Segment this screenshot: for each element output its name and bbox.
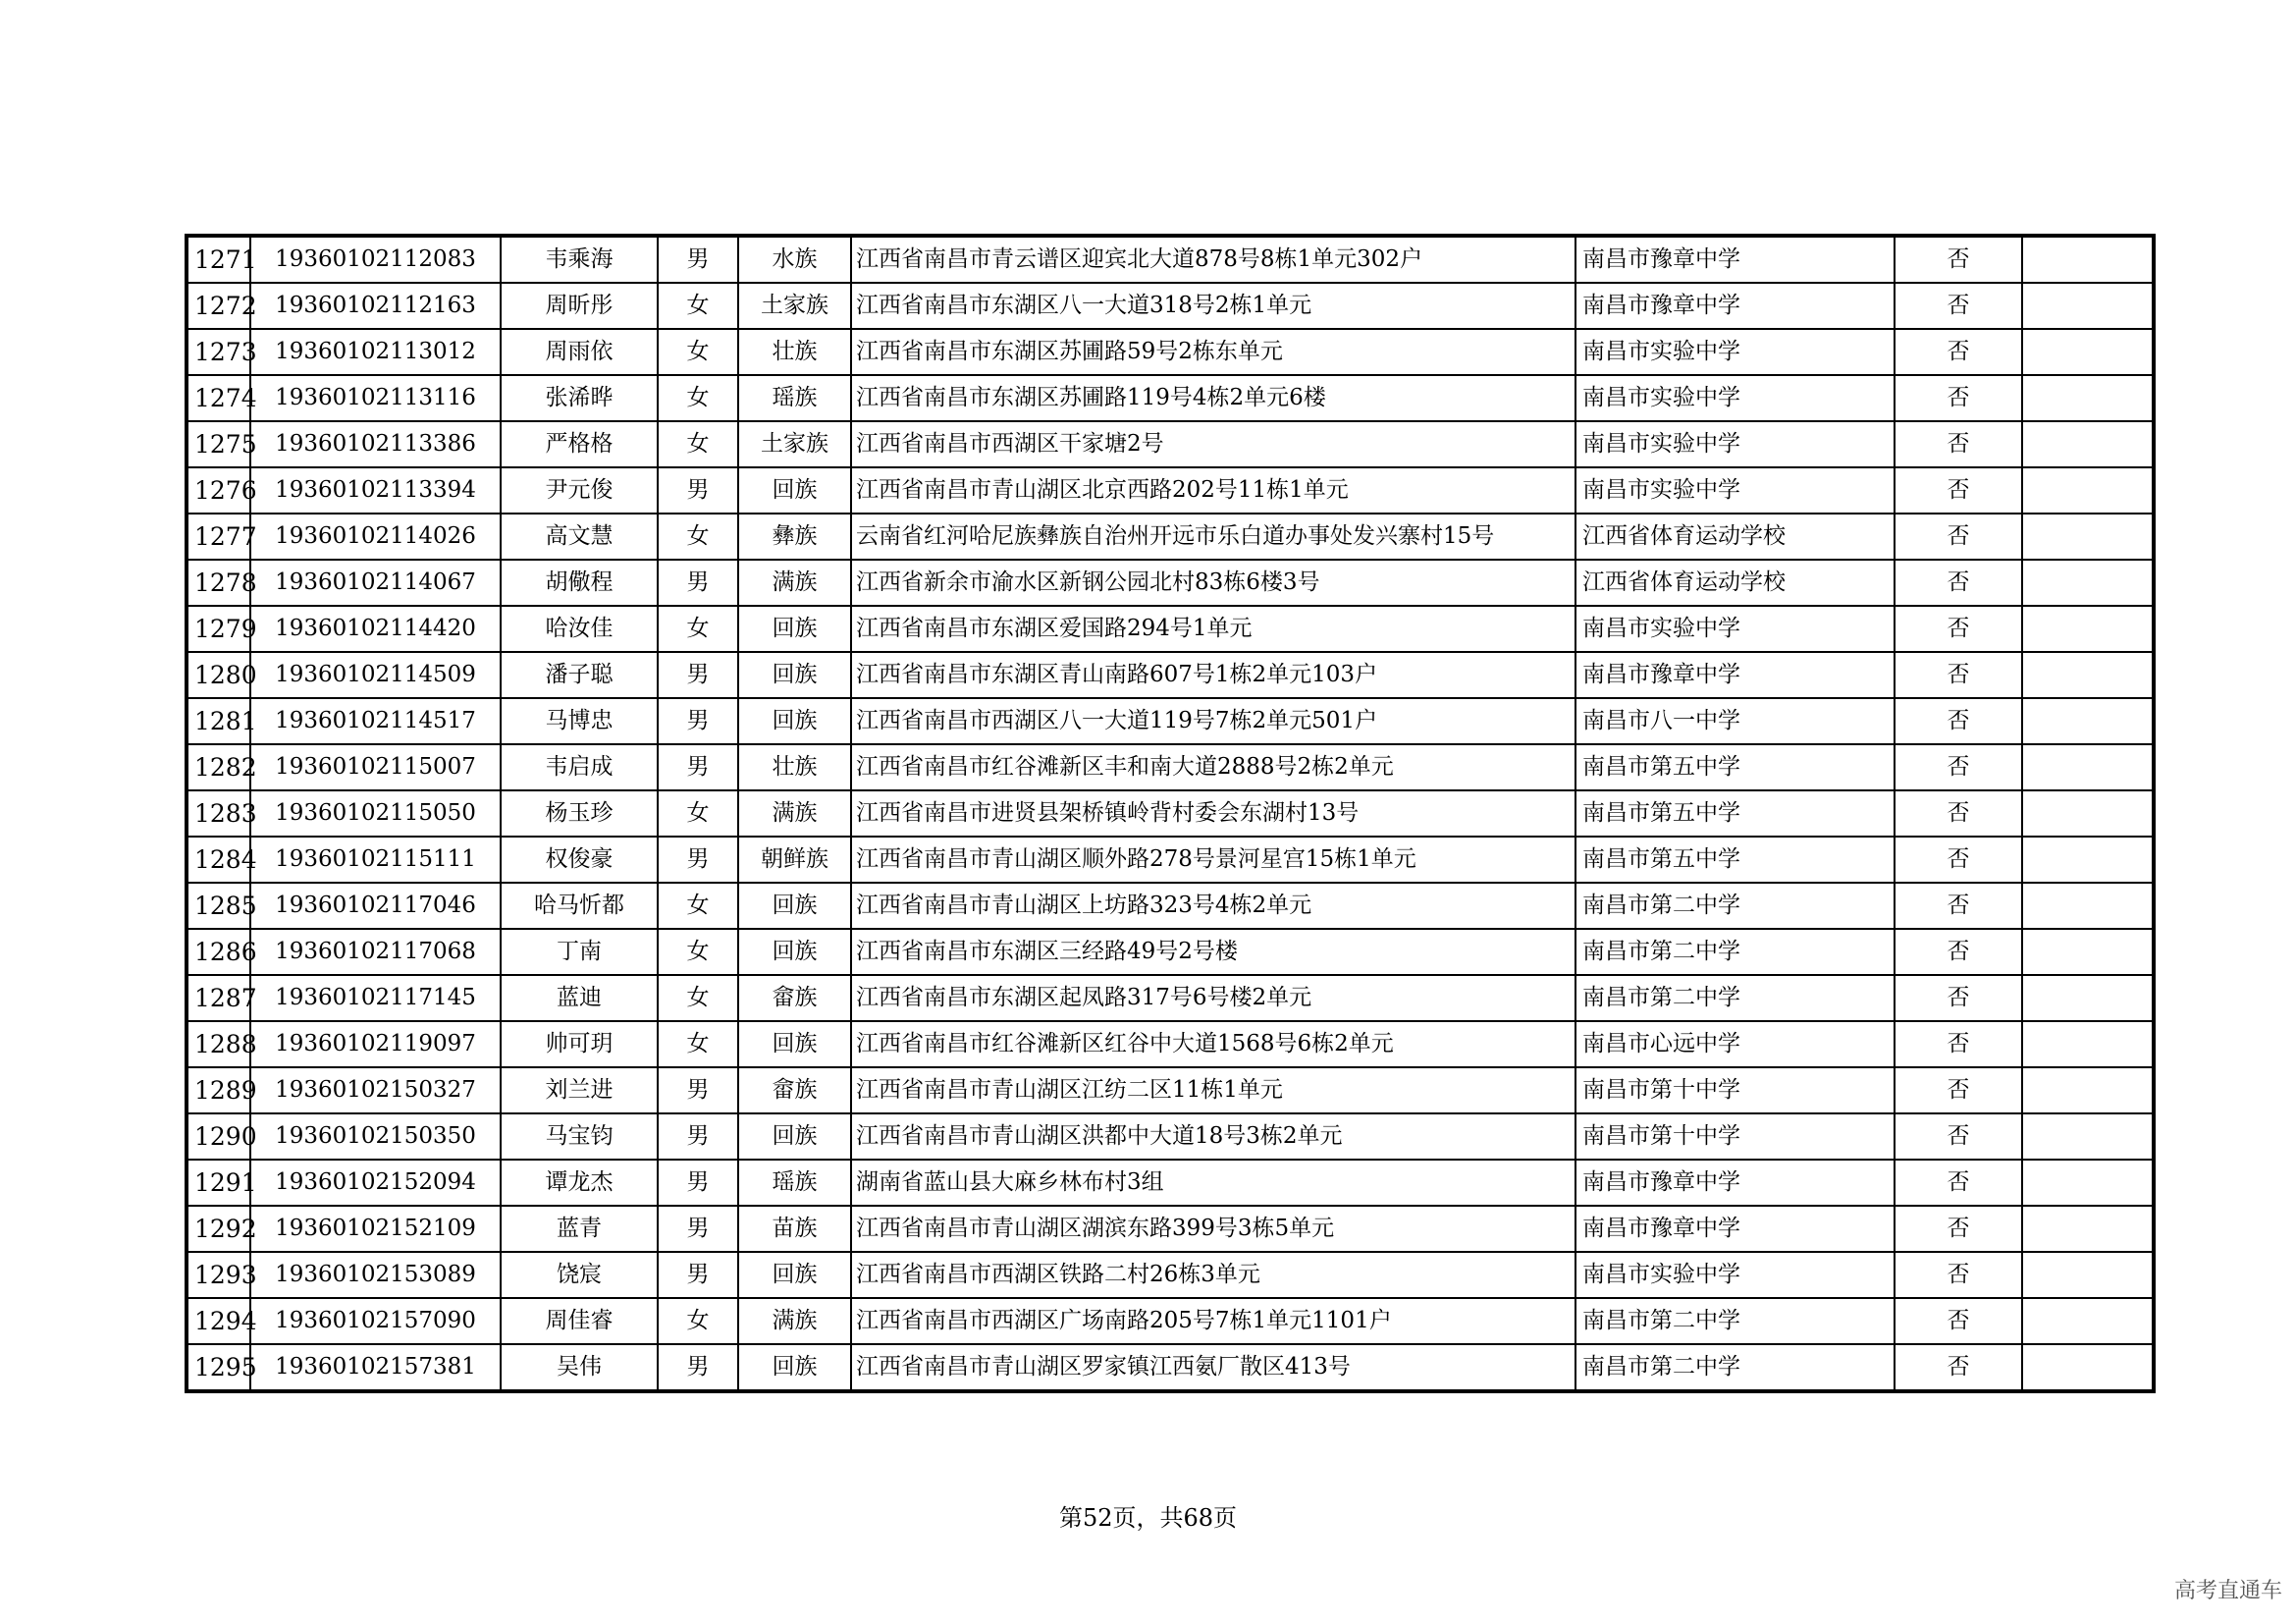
extra-cell bbox=[2022, 652, 2154, 698]
gender-cell: 男 bbox=[658, 837, 738, 883]
extra-cell bbox=[2022, 744, 2154, 790]
school-cell: 南昌市豫章中学 bbox=[1575, 1206, 1895, 1252]
exam-id-cell: 19360102113012 bbox=[250, 329, 501, 375]
flag-cell: 否 bbox=[1895, 1344, 2022, 1391]
exam-id-cell: 19360102157090 bbox=[250, 1298, 501, 1344]
ethnicity-cell: 回族 bbox=[738, 1113, 851, 1160]
flag-cell: 否 bbox=[1895, 1252, 2022, 1298]
address-cell: 江西省南昌市青山湖区上坊路323号4栋2单元 bbox=[851, 883, 1575, 929]
school-cell: 南昌市第二中学 bbox=[1575, 929, 1895, 975]
extra-cell bbox=[2022, 421, 2154, 467]
watermark-text: 高考直通车 bbox=[2173, 1579, 2282, 1603]
flag-cell: 否 bbox=[1895, 744, 2022, 790]
student-name-cell: 哈马忻都 bbox=[501, 883, 658, 929]
exam-id-cell: 19360102113116 bbox=[250, 375, 501, 421]
extra-cell bbox=[2022, 1113, 2154, 1160]
address-cell: 云南省红河哈尼族彝族自治州开远市乐白道办事处发兴寨村15号 bbox=[851, 514, 1575, 560]
row-number-cell: 1275 bbox=[187, 421, 250, 467]
extra-cell bbox=[2022, 975, 2154, 1021]
table-row bbox=[187, 514, 2154, 560]
table-row bbox=[187, 606, 2154, 652]
student-name-cell: 张浠晔 bbox=[501, 375, 658, 421]
table-row bbox=[187, 236, 2154, 283]
extra-cell bbox=[2022, 375, 2154, 421]
exam-id-cell: 19360102114420 bbox=[250, 606, 501, 652]
exam-id-cell: 19360102112163 bbox=[250, 283, 501, 329]
exam-id-cell: 19360102150350 bbox=[250, 1113, 501, 1160]
row-number-cell: 1289 bbox=[187, 1067, 250, 1113]
school-cell: 南昌市第十中学 bbox=[1575, 1113, 1895, 1160]
student-name-cell: 帅可玥 bbox=[501, 1021, 658, 1067]
flag-cell: 否 bbox=[1895, 560, 2022, 606]
exam-id-cell: 19360102114026 bbox=[250, 514, 501, 560]
gender-cell: 男 bbox=[658, 1160, 738, 1206]
table-row bbox=[187, 560, 2154, 606]
ethnicity-cell: 苗族 bbox=[738, 1206, 851, 1252]
school-cell: 南昌市第二中学 bbox=[1575, 1298, 1895, 1344]
row-number-cell: 1288 bbox=[187, 1021, 250, 1067]
ethnicity-cell: 瑶族 bbox=[738, 375, 851, 421]
extra-cell bbox=[2022, 283, 2154, 329]
flag-cell: 否 bbox=[1895, 1021, 2022, 1067]
ethnicity-cell: 回族 bbox=[738, 883, 851, 929]
table-row bbox=[187, 929, 2154, 975]
student-name-cell: 潘子聪 bbox=[501, 652, 658, 698]
extra-cell bbox=[2022, 1298, 2154, 1344]
table-row bbox=[187, 790, 2154, 837]
table-row bbox=[187, 1298, 2154, 1344]
address-cell: 江西省南昌市西湖区广场南路205号7栋1单元1101户 bbox=[851, 1298, 1575, 1344]
gender-cell: 女 bbox=[658, 1298, 738, 1344]
school-cell: 南昌市第五中学 bbox=[1575, 790, 1895, 837]
gender-cell: 男 bbox=[658, 744, 738, 790]
page-number: 第52页，共68页 bbox=[1058, 1504, 1238, 1532]
gender-cell: 女 bbox=[658, 975, 738, 1021]
student-name-cell: 尹元俊 bbox=[501, 467, 658, 514]
ethnicity-cell: 回族 bbox=[738, 929, 851, 975]
address-cell: 江西省南昌市西湖区干家塘2号 bbox=[851, 421, 1575, 467]
row-number-cell: 1286 bbox=[187, 929, 250, 975]
exam-id-cell: 19360102117068 bbox=[250, 929, 501, 975]
student-name-cell: 吴伟 bbox=[501, 1344, 658, 1391]
gender-cell: 男 bbox=[658, 652, 738, 698]
school-cell: 江西省体育运动学校 bbox=[1575, 560, 1895, 606]
table-row bbox=[187, 1113, 2154, 1160]
row-number-cell: 1274 bbox=[187, 375, 250, 421]
ethnicity-cell: 回族 bbox=[738, 698, 851, 744]
extra-cell bbox=[2022, 1160, 2154, 1206]
exam-id-cell: 19360102115111 bbox=[250, 837, 501, 883]
address-cell: 湖南省蓝山县大麻乡林布村3组 bbox=[851, 1160, 1575, 1206]
school-cell: 南昌市豫章中学 bbox=[1575, 1160, 1895, 1206]
ethnicity-cell: 土家族 bbox=[738, 421, 851, 467]
extra-cell bbox=[2022, 929, 2154, 975]
ethnicity-cell: 满族 bbox=[738, 1298, 851, 1344]
gender-cell: 女 bbox=[658, 929, 738, 975]
student-name-cell: 韦乘海 bbox=[501, 236, 658, 283]
flag-cell: 否 bbox=[1895, 421, 2022, 467]
school-cell: 南昌市实验中学 bbox=[1575, 606, 1895, 652]
address-cell: 江西省南昌市青山湖区江纺二区11栋1单元 bbox=[851, 1067, 1575, 1113]
gender-cell: 女 bbox=[658, 883, 738, 929]
address-cell: 江西省南昌市青山湖区罗家镇江西氨厂散区413号 bbox=[851, 1344, 1575, 1391]
gender-cell: 男 bbox=[658, 467, 738, 514]
flag-cell: 否 bbox=[1895, 975, 2022, 1021]
gender-cell: 男 bbox=[658, 1252, 738, 1298]
ethnicity-cell: 彝族 bbox=[738, 514, 851, 560]
address-cell: 江西省南昌市东湖区青山南路607号1栋2单元103户 bbox=[851, 652, 1575, 698]
row-number-cell: 1280 bbox=[187, 652, 250, 698]
student-name-cell: 蓝青 bbox=[501, 1206, 658, 1252]
table-row bbox=[187, 467, 2154, 514]
school-cell: 南昌市第十中学 bbox=[1575, 1067, 1895, 1113]
ethnicity-cell: 回族 bbox=[738, 606, 851, 652]
table-row bbox=[187, 1067, 2154, 1113]
student-name-cell: 丁南 bbox=[501, 929, 658, 975]
table-body bbox=[187, 236, 2154, 1391]
table-row bbox=[187, 283, 2154, 329]
row-number-cell: 1285 bbox=[187, 883, 250, 929]
table-row bbox=[187, 744, 2154, 790]
extra-cell bbox=[2022, 883, 2154, 929]
exam-id-cell: 19360102117046 bbox=[250, 883, 501, 929]
ethnicity-cell: 回族 bbox=[738, 467, 851, 514]
row-number-cell: 1287 bbox=[187, 975, 250, 1021]
extra-cell bbox=[2022, 236, 2154, 283]
address-cell: 江西省新余市渝水区新钢公园北村83栋6楼3号 bbox=[851, 560, 1575, 606]
gender-cell: 男 bbox=[658, 560, 738, 606]
student-name-cell: 刘兰进 bbox=[501, 1067, 658, 1113]
school-cell: 南昌市第二中学 bbox=[1575, 883, 1895, 929]
address-cell: 江西省南昌市青山湖区洪都中大道18号3栋2单元 bbox=[851, 1113, 1575, 1160]
student-name-cell: 马博忠 bbox=[501, 698, 658, 744]
flag-cell: 否 bbox=[1895, 929, 2022, 975]
gender-cell: 男 bbox=[658, 1206, 738, 1252]
address-cell: 江西省南昌市红谷滩新区丰和南大道2888号2栋2单元 bbox=[851, 744, 1575, 790]
ethnicity-cell: 朝鲜族 bbox=[738, 837, 851, 883]
flag-cell: 否 bbox=[1895, 329, 2022, 375]
school-cell: 南昌市实验中学 bbox=[1575, 329, 1895, 375]
student-name-cell: 饶宸 bbox=[501, 1252, 658, 1298]
exam-id-cell: 19360102113386 bbox=[250, 421, 501, 467]
student-name-cell: 周佳睿 bbox=[501, 1298, 658, 1344]
gender-cell: 男 bbox=[658, 1113, 738, 1160]
row-number-cell: 1284 bbox=[187, 837, 250, 883]
flag-cell: 否 bbox=[1895, 467, 2022, 514]
student-name-cell: 杨玉珍 bbox=[501, 790, 658, 837]
row-number-cell: 1295 bbox=[187, 1344, 250, 1391]
extra-cell bbox=[2022, 606, 2154, 652]
ethnicity-cell: 土家族 bbox=[738, 283, 851, 329]
address-cell: 江西省南昌市西湖区八一大道119号7栋2单元501户 bbox=[851, 698, 1575, 744]
student-name-cell: 马宝钧 bbox=[501, 1113, 658, 1160]
extra-cell bbox=[2022, 790, 2154, 837]
flag-cell: 否 bbox=[1895, 1206, 2022, 1252]
exam-id-cell: 19360102115007 bbox=[250, 744, 501, 790]
ethnicity-cell: 满族 bbox=[738, 560, 851, 606]
row-number-cell: 1273 bbox=[187, 329, 250, 375]
flag-cell: 否 bbox=[1895, 652, 2022, 698]
table-row bbox=[187, 975, 2154, 1021]
student-name-cell: 蓝迪 bbox=[501, 975, 658, 1021]
ethnicity-cell: 壮族 bbox=[738, 744, 851, 790]
exam-id-cell: 19360102152109 bbox=[250, 1206, 501, 1252]
extra-cell bbox=[2022, 560, 2154, 606]
ethnicity-cell: 水族 bbox=[738, 236, 851, 283]
table-row bbox=[187, 1344, 2154, 1391]
exam-id-cell: 19360102153089 bbox=[250, 1252, 501, 1298]
exam-id-cell: 19360102113394 bbox=[250, 467, 501, 514]
row-number-cell: 1290 bbox=[187, 1113, 250, 1160]
extra-cell bbox=[2022, 329, 2154, 375]
row-number-cell: 1281 bbox=[187, 698, 250, 744]
student-table bbox=[185, 234, 2156, 1393]
gender-cell: 女 bbox=[658, 790, 738, 837]
address-cell: 江西省南昌市西湖区铁路二村26栋3单元 bbox=[851, 1252, 1575, 1298]
exam-id-cell: 19360102114509 bbox=[250, 652, 501, 698]
school-cell: 南昌市第二中学 bbox=[1575, 1344, 1895, 1391]
exam-id-cell: 19360102152094 bbox=[250, 1160, 501, 1206]
extra-cell bbox=[2022, 1252, 2154, 1298]
address-cell: 江西省南昌市青山湖区北京西路202号11栋1单元 bbox=[851, 467, 1575, 514]
student-name-cell: 胡儆程 bbox=[501, 560, 658, 606]
exam-id-cell: 19360102115050 bbox=[250, 790, 501, 837]
student-name-cell: 周雨依 bbox=[501, 329, 658, 375]
school-cell: 南昌市实验中学 bbox=[1575, 375, 1895, 421]
ethnicity-cell: 回族 bbox=[738, 1021, 851, 1067]
table-row bbox=[187, 698, 2154, 744]
exam-id-cell: 19360102117145 bbox=[250, 975, 501, 1021]
row-number-cell: 1279 bbox=[187, 606, 250, 652]
student-name-cell: 周昕彤 bbox=[501, 283, 658, 329]
school-cell: 南昌市实验中学 bbox=[1575, 467, 1895, 514]
row-number-cell: 1277 bbox=[187, 514, 250, 560]
student-name-cell: 谭龙杰 bbox=[501, 1160, 658, 1206]
ethnicity-cell: 回族 bbox=[738, 1252, 851, 1298]
gender-cell: 女 bbox=[658, 606, 738, 652]
exam-id-cell: 19360102114517 bbox=[250, 698, 501, 744]
flag-cell: 否 bbox=[1895, 1113, 2022, 1160]
gender-cell: 女 bbox=[658, 1021, 738, 1067]
extra-cell bbox=[2022, 467, 2154, 514]
flag-cell: 否 bbox=[1895, 883, 2022, 929]
exam-id-cell: 19360102157381 bbox=[250, 1344, 501, 1391]
ethnicity-cell: 畲族 bbox=[738, 1067, 851, 1113]
exam-id-cell: 19360102119097 bbox=[250, 1021, 501, 1067]
row-number-cell: 1292 bbox=[187, 1206, 250, 1252]
table-row bbox=[187, 1206, 2154, 1252]
table-row bbox=[187, 1252, 2154, 1298]
row-number-cell: 1294 bbox=[187, 1298, 250, 1344]
gender-cell: 男 bbox=[658, 1344, 738, 1391]
gender-cell: 男 bbox=[658, 236, 738, 283]
school-cell: 南昌市豫章中学 bbox=[1575, 236, 1895, 283]
table-row bbox=[187, 652, 2154, 698]
extra-cell bbox=[2022, 1067, 2154, 1113]
row-number-cell: 1278 bbox=[187, 560, 250, 606]
row-number-cell: 1282 bbox=[187, 744, 250, 790]
ethnicity-cell: 满族 bbox=[738, 790, 851, 837]
flag-cell: 否 bbox=[1895, 606, 2022, 652]
school-cell: 南昌市第五中学 bbox=[1575, 837, 1895, 883]
school-cell: 南昌市实验中学 bbox=[1575, 421, 1895, 467]
address-cell: 江西省南昌市红谷滩新区红谷中大道1568号6栋2单元 bbox=[851, 1021, 1575, 1067]
gender-cell: 女 bbox=[658, 421, 738, 467]
address-cell: 江西省南昌市东湖区三经路49号2号楼 bbox=[851, 929, 1575, 975]
exam-id-cell: 19360102112083 bbox=[250, 236, 501, 283]
flag-cell: 否 bbox=[1895, 790, 2022, 837]
row-number-cell: 1271 bbox=[187, 236, 250, 283]
student-name-cell: 高文慧 bbox=[501, 514, 658, 560]
table-row bbox=[187, 1160, 2154, 1206]
gender-cell: 女 bbox=[658, 375, 738, 421]
ethnicity-cell: 壮族 bbox=[738, 329, 851, 375]
school-cell: 南昌市第五中学 bbox=[1575, 744, 1895, 790]
row-number-cell: 1272 bbox=[187, 283, 250, 329]
school-cell: 江西省体育运动学校 bbox=[1575, 514, 1895, 560]
gender-cell: 女 bbox=[658, 514, 738, 560]
address-cell: 江西省南昌市东湖区苏圃路119号4栋2单元6楼 bbox=[851, 375, 1575, 421]
address-cell: 江西省南昌市东湖区苏圃路59号2栋东单元 bbox=[851, 329, 1575, 375]
student-name-cell: 韦启成 bbox=[501, 744, 658, 790]
address-cell: 江西省南昌市青云谱区迎宾北大道878号8栋1单元302户 bbox=[851, 236, 1575, 283]
school-cell: 南昌市豫章中学 bbox=[1575, 283, 1895, 329]
school-cell: 南昌市八一中学 bbox=[1575, 698, 1895, 744]
extra-cell bbox=[2022, 514, 2154, 560]
flag-cell: 否 bbox=[1895, 698, 2022, 744]
school-cell: 南昌市第二中学 bbox=[1575, 975, 1895, 1021]
row-number-cell: 1276 bbox=[187, 467, 250, 514]
ethnicity-cell: 畲族 bbox=[738, 975, 851, 1021]
address-cell: 江西省南昌市东湖区八一大道318号2栋1单元 bbox=[851, 283, 1575, 329]
extra-cell bbox=[2022, 837, 2154, 883]
gender-cell: 男 bbox=[658, 698, 738, 744]
table-row bbox=[187, 375, 2154, 421]
exam-id-cell: 19360102114067 bbox=[250, 560, 501, 606]
flag-cell: 否 bbox=[1895, 514, 2022, 560]
table-row bbox=[187, 329, 2154, 375]
gender-cell: 女 bbox=[658, 283, 738, 329]
extra-cell bbox=[2022, 1021, 2154, 1067]
address-cell: 江西省南昌市进贤县架桥镇岭背村委会东湖村13号 bbox=[851, 790, 1575, 837]
address-cell: 江西省南昌市东湖区爱国路294号1单元 bbox=[851, 606, 1575, 652]
school-cell: 南昌市实验中学 bbox=[1575, 1252, 1895, 1298]
flag-cell: 否 bbox=[1895, 837, 2022, 883]
flag-cell: 否 bbox=[1895, 1298, 2022, 1344]
student-name-cell: 严格格 bbox=[501, 421, 658, 467]
flag-cell: 否 bbox=[1895, 283, 2022, 329]
address-cell: 江西省南昌市青山湖区顺外路278号景河星宫15栋1单元 bbox=[851, 837, 1575, 883]
address-cell: 江西省南昌市青山湖区湖滨东路399号3栋5单元 bbox=[851, 1206, 1575, 1252]
table-row bbox=[187, 1021, 2154, 1067]
student-table-container bbox=[185, 234, 2152, 1393]
table-row bbox=[187, 883, 2154, 929]
row-number-cell: 1291 bbox=[187, 1160, 250, 1206]
extra-cell bbox=[2022, 1206, 2154, 1252]
school-cell: 南昌市豫章中学 bbox=[1575, 652, 1895, 698]
ethnicity-cell: 回族 bbox=[738, 1344, 851, 1391]
gender-cell: 男 bbox=[658, 1067, 738, 1113]
row-number-cell: 1293 bbox=[187, 1252, 250, 1298]
student-name-cell: 权俊豪 bbox=[501, 837, 658, 883]
flag-cell: 否 bbox=[1895, 1160, 2022, 1206]
extra-cell bbox=[2022, 698, 2154, 744]
extra-cell bbox=[2022, 1344, 2154, 1391]
table-row bbox=[187, 837, 2154, 883]
exam-id-cell: 19360102150327 bbox=[250, 1067, 501, 1113]
gender-cell: 女 bbox=[658, 329, 738, 375]
table-row bbox=[187, 421, 2154, 467]
flag-cell: 否 bbox=[1895, 375, 2022, 421]
flag-cell: 否 bbox=[1895, 236, 2022, 283]
flag-cell: 否 bbox=[1895, 1067, 2022, 1113]
ethnicity-cell: 瑶族 bbox=[738, 1160, 851, 1206]
student-name-cell: 哈汝佳 bbox=[501, 606, 658, 652]
row-number-cell: 1283 bbox=[187, 790, 250, 837]
school-cell: 南昌市心远中学 bbox=[1575, 1021, 1895, 1067]
address-cell: 江西省南昌市东湖区起凤路317号6号楼2单元 bbox=[851, 975, 1575, 1021]
ethnicity-cell: 回族 bbox=[738, 652, 851, 698]
